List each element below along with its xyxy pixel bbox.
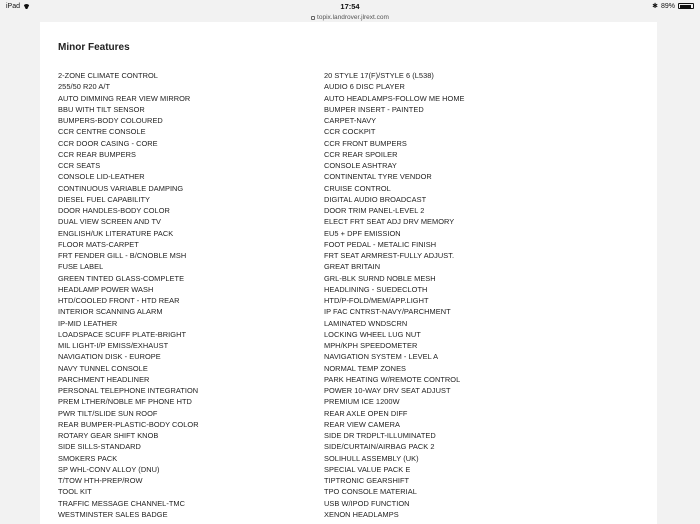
feature-item: TIPTRONIC GEARSHIFT: [324, 476, 410, 485]
feature-item: DIESEL FUEL CAPABILITY: [58, 194, 151, 204]
feature-item: FRT FENDER GILL - B/CNOBLE MSH: [58, 251, 187, 260]
feature-item: PREM LTHER/NOBLE MF PHONE HTD: [58, 397, 192, 407]
battery-percent: 89%: [660, 2, 675, 10]
feature-item: HTD/COOLED FRONT - HTD REAR: [58, 296, 180, 305]
feature-item: CCR DOOR CASING - CORE: [58, 138, 158, 148]
feature-item: MIL LIGHT-I/P EMISS/EXHAUST: [58, 341, 169, 350]
status-time: 17:54: [340, 1, 360, 11]
feature-item: BUMPERS-BODY COLOURED: [58, 116, 163, 125]
feature-item: EU5 + DPF EMISSION: [324, 228, 401, 238]
feature-item: BBU WITH TILT SENSOR: [58, 104, 145, 114]
feature-item: AUTO DIMMING REAR VIEW MIRROR: [58, 93, 191, 103]
feature-item: USB W/IPOD FUNCTION: [324, 498, 410, 508]
feature-item: PERSONAL TELEPHONE INTEGRATION: [58, 386, 199, 395]
feature-item: SPECIAL VALUE PACK E: [324, 464, 411, 474]
feature-item: LOCKING WHEEL LUG NUT: [324, 329, 421, 339]
feature-item: IP-MID LEATHER: [58, 318, 118, 328]
feature-item: CCR COCKPIT: [324, 127, 376, 137]
feature-item: CRUISE CONTROL: [324, 183, 391, 193]
feature-item: NORMAL TEMP ZONES: [324, 363, 407, 373]
feature-item: HEADLINING - SUEDECLOTH: [324, 284, 428, 294]
feature-item: FLOOR MATS-CARPET: [58, 239, 139, 249]
feature-item: CONTINUOUS VARIABLE DAMPING: [58, 183, 184, 193]
feature-item: CONSOLE ASHTRAY: [324, 161, 397, 170]
feature-item: PREMIUM ICE 1200W: [324, 397, 400, 407]
feature-item: PWR TILT/SLIDE SUN ROOF: [58, 408, 158, 418]
feature-item: 20 STYLE 17(F)/STYLE 6 (L538): [324, 71, 434, 80]
feature-item: NAVIGATION SYSTEM - LEVEL A: [324, 352, 439, 362]
feature-item: GRL-BLK SURND NOBLE MESH: [324, 273, 436, 283]
feature-item: NAVY TUNNEL CONSOLE: [58, 363, 148, 373]
feature-item: REAR AXLE OPEN DIFF: [324, 408, 408, 418]
feature-item: CCR CENTRE CONSOLE: [58, 127, 146, 137]
feature-item: CCR REAR BUMPERS: [58, 149, 137, 159]
feature-item: FRT SEAT ARMREST-FULLY ADJUST.: [324, 251, 455, 260]
feature-item: DUAL VIEW SCREEN AND TV: [58, 217, 161, 227]
feature-item: NAVIGATION DISK - EUROPE: [58, 352, 161, 362]
battery-fill: [680, 5, 692, 8]
feature-item: INTERIOR SCANNING ALARM: [58, 307, 163, 317]
feature-item: CCR SEATS: [58, 161, 101, 170]
feature-item: SMOKERS PACK: [58, 453, 118, 463]
feature-item: CCR FRONT BUMPERS: [324, 138, 407, 148]
feature-item: SP WHL-CONV ALLOY (DNU): [58, 464, 160, 474]
feature-item: ENGLISH/UK LITERATURE PACK: [58, 228, 174, 238]
feature-item: FOOT PEDAL - METALIC FINISH: [324, 239, 437, 249]
feature-item: SIDE SILLS-STANDARD: [58, 442, 141, 452]
feature-item: PARCHMENT HEADLINER: [58, 374, 150, 384]
feature-item: DOOR TRIM PANEL-LEVEL 2: [324, 206, 425, 215]
feature-item: 255/50 R20 A/T: [58, 82, 111, 92]
feature-item: PARK HEATING W/REMOTE CONTROL: [324, 374, 461, 384]
feature-item: MPH/KPH SPEEDOMETER: [324, 341, 418, 350]
feature-item: IP FAC CNTRST-NAVY/PARCHMENT: [324, 307, 451, 317]
device-label: iPad: [6, 2, 21, 10]
feature-item: SIDE DR TRDPLT-ILLUMINATED: [324, 431, 436, 440]
battery-icon: [678, 3, 694, 9]
feature-item: REAR VIEW CAMERA: [324, 419, 400, 429]
feature-item: T/TOW HTH-PREP/ROW: [58, 476, 143, 485]
feature-item: SIDE/CURTAIN/AIRBAG PACK 2: [324, 442, 435, 452]
feature-item: POWER 10-WAY DRV SEAT ADJUST: [324, 386, 451, 395]
feature-item: BUMPER INSERT - PAINTED: [324, 104, 424, 114]
feature-item: AUTO HEADLAMPS-FOLLOW ME HOME: [324, 93, 465, 103]
section-title: Minor Features: [58, 42, 130, 53]
feature-item: GREAT BRITAIN: [324, 262, 381, 272]
feature-item: SOLIHULL ASSEMBLY (UK): [324, 453, 419, 463]
feature-item: FUSE LABEL: [58, 262, 104, 272]
feature-item: TOOL KIT: [58, 487, 92, 497]
feature-item: AUDIO 6 DISC PLAYER: [324, 82, 405, 92]
feature-item: 2-ZONE CLIMATE CONTROL: [58, 71, 158, 80]
feature-item: CONSOLE LID-LEATHER: [58, 172, 145, 182]
page-content: [40, 22, 657, 524]
feature-item: XENON HEADLAMPS: [324, 509, 399, 519]
feature-item: WESTMINSTER SALES BADGE: [58, 509, 168, 519]
feature-item: LAMINATED WNDSCRN: [324, 318, 408, 328]
feature-item: CCR REAR SPOILER: [324, 149, 398, 159]
feature-item: CONTINENTAL TYRE VENDOR: [324, 172, 432, 182]
feature-item: CARPET-NAVY: [324, 116, 377, 125]
address-bar[interactable]: [0, 12, 700, 22]
feature-item: DIGITAL AUDIO BROADCAST: [324, 194, 427, 204]
feature-item: LOADSPACE SCUFF PLATE-BRIGHT: [58, 329, 187, 339]
bluetooth-icon: ✱: [652, 3, 658, 10]
feature-item: REAR BUMPER-PLASTIC-BODY COLOR: [58, 419, 199, 429]
feature-item: ELECT FRT SEAT ADJ DRV MEMORY: [324, 217, 455, 227]
feature-item: TRAFFIC MESSAGE CHANNEL-TMC: [58, 498, 185, 508]
lock-icon: [311, 16, 315, 20]
feature-item: GREEN TINTED GLASS-COMPLETE: [58, 273, 185, 283]
feature-item: ROTARY GEAR SHIFT KNOB: [58, 431, 159, 440]
url-text[interactable]: topix.landrover.jlrext.com: [317, 13, 389, 21]
feature-item: HEADLAMP POWER WASH: [58, 284, 154, 294]
features-list: [58, 70, 648, 520]
feature-item: HTD/P-FOLD/MEM/APP.LIGHT: [324, 296, 429, 305]
status-bar: [0, 0, 700, 12]
feature-item: TPO CONSOLE MATERIAL: [324, 487, 417, 497]
feature-item: DOOR HANDLES-BODY COLOR: [58, 206, 170, 215]
